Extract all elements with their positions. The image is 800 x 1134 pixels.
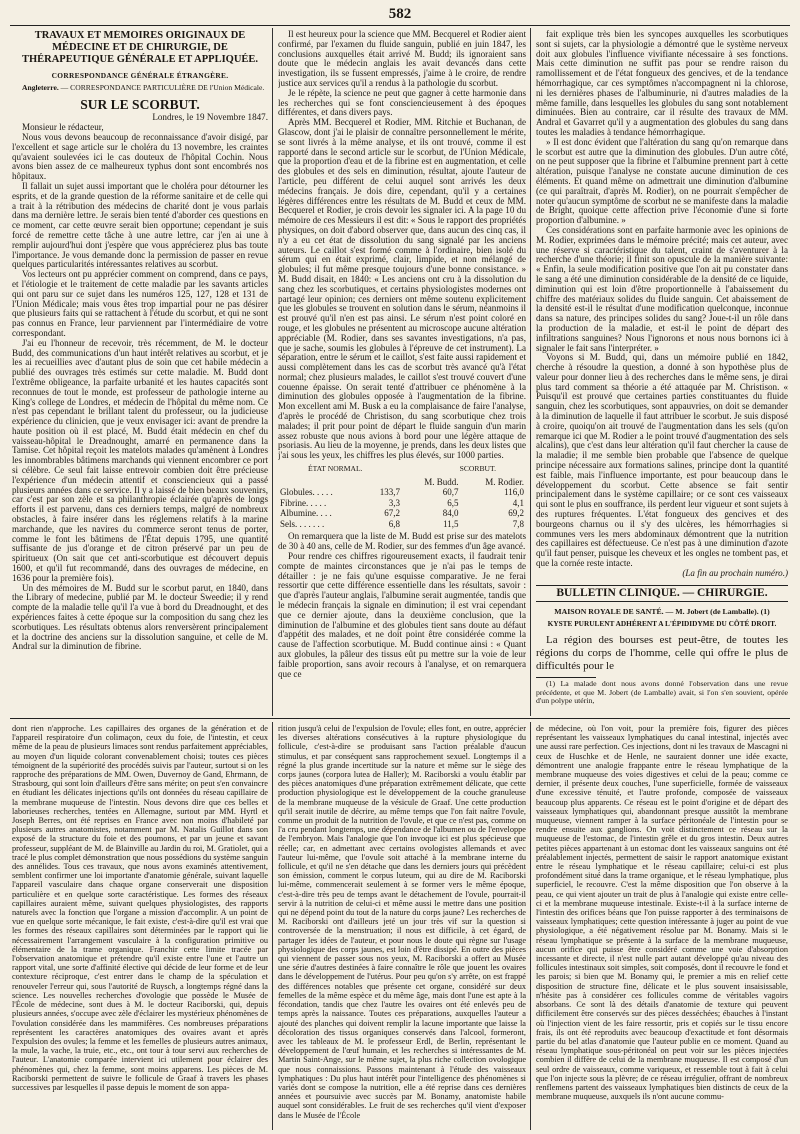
table-cell: 11,5 — [443, 518, 459, 529]
column-1 — [12, 30, 268, 716]
column-divider-1 — [272, 28, 273, 716]
table-cell: 133,7 — [379, 487, 400, 498]
table-cell: 7,8 — [512, 518, 524, 529]
column-divider-3 — [272, 722, 273, 1130]
paragraph: Après MM. Becquerel et Rodier, MM. Ritchie et Buchanan, de Glascow, dont j'ai le plaisir de connaître personnellement le mérite, se sont livrés à la même analyse, et ils ont trouvé, comme il est rapporté dans le second article sur le scorbut, de l'Union Médicale, que la proportion d'eau et de la fibrine est en augmentation, et celle des globules et des sels en diminution, résultat, ajoute l'auteur de l'article, peu différent de celui auquel sont arrivés les deux médecins français. Je dois dire, cependant, qu'il y a certaines légères différences entre les résultats de M. Budd et ceux de MM. Becquerel et Rodier, je crois devoir les signaler ici. A la page 10 du mémoire de ces Messieurs il est dit: « Sous le rapport des propriétés physiques, on doit d'abord observer que, dans aucun des cinq cas, il n'y a eu cet état de dissolution du sang signalé par les anciens auteurs. Le caillot s'est formé comme à l'ordinaire, bien isolé du sérum qui en était exprimé, clair, limpide, et non mélangé de globules; il fut même presque toujours d'une bonne consistance. » M. Budd disait, en 1840: « Les anciens ont cru à la dissolution du sang chez les scorbutiques, et certains physiologistes modernes ont partagé leur opinion; ces derniers ont même soutenu explicitement que les globules se trouvent en solution dans le sérum, néanmoins il est prouvé qu'il n'en est pas ainsi. Le sérum n'est point coloré en rouge, et les globules ne présentent au microscope aucune altération appréciable (M. Rodier, dans ses savantes investigations, n'a pas, que je sache, soumis les globules à l'épreuve de cet instrument). La séparation, entre le sérum et le caillot, s'est faite aussi rapidement et aussi complètement dans les cas de scorbut très avancé qu'à l'état normal; chez plusieurs malades, le caillot s'est trouvé couvert d'une couenne épaisse. On serait tenté d'attribuer ce phénomène à la diminution des globules opposée à l'augmentation de la fibrine. Mon excellent ami M. Busk a eu la complaisance de faire l'analyse, d'après le procédé de Christison, du sang scorbutique chez trois malades; il prit pour point de départ le fluide sanguin d'un marin assez robuste que nous avions à bord pour une légère attaque de psoriasis. Au lieu de la moyenne, je prends, dans les deux listes que j'ai sous les yeux, les chiffres les plus élevés, sur 1000 parties. — [278, 117, 526, 461]
table-cell: 60,7 — [442, 487, 459, 498]
table-subhead-row — [278, 477, 526, 488]
continued-note: (La fin au prochain numéro.) — [682, 567, 788, 578]
table-row — [278, 519, 526, 530]
table-cell: Albumine. . . . — [280, 508, 332, 519]
paragraph: Il fallait un sujet aussi important que le choléra pour détourner les esprits, et de la grande question de la réforme sanitaire et de celle qui a trait à la rétribution des médecins de charité dont je vous parlais dans ma dernière lettre. Je serais bien tenté d'aborder ces questions en ce moment, car cette œuvre serait bien opportune; cependant je suis forcé de remettre cette tâche à une autre lettre, car j'en ai une à remplir aujourd'hui dont j'espère que vous apprécierez plus bas toute l'importance. Je vous demande donc la permission de passer en revue quelques particularités intéressantes relatives au scorbut. — [12, 180, 268, 270]
column-divider-4 — [530, 722, 531, 1130]
paragraph: dont rien n'approche. Les capillaires des organes de la génération et de l'appareil respiratoire d'un colimaçon, ceux du foie, de l'intestin, et ceux même de la peau de plusieurs limaces sont rendus parfaitement appréciables, au moyen d'un liquide colorant convenablement choisi; toutes ces pièces témoignent de la supériorité des procédés suivis par l'auteur, surtout si on les rapproche des préparations de MM. Owen, Duvernoy de Gand, Ehrmann, de Strasbourg, qui sont loin d'ailleurs d'être sans mérite; on peut s'en convaincre en étudiant les délicates injections qu'ils ont données du réseau capillaire de la membrane muqueuse de l'intestin. Nous devons dire que ces belles et laborieuses recherches, tentées en Allemagne, surtout par MM. Hyrtl et Joseph Berres, ont été reprises en France avec non moins d'habileté par plusieurs autres anatomistes, notamment par M. Natalis Guillot dans son exposé de la structure du foie et des poumons, et par un jeune et savant professeur, suppléant de M. de Blainville au Jardin du roi, M. Gratiolet, qui a tracé le plus complet démonstration que nous possédions du système sanguin des annélides. Tous ces travaux, que nous avons examinés attentivement, semblent confirmer une loi importante d'anatomie générale, suivant laquelle l'appareil vasculaire dans chaque organe conserverait une disposition particulière et en quelque sorte caractéristique. Les formes des réseaux capillaires auraient même, suivant quelques physiologistes, des rapports naturels avec la fonction que l'organe a mission d'accomplir. A un point de vue en quelque sorte mécanique, le fait existe, c'est-à-dire qu'il est vrai que les formes des réseaux capillaires sont déterminées par le rapport qui lie nécessairement l'arrangement vasculaire à la configuration primitive ou élémentaire de la trame organique. Franchir cette limite tracée par l'observation anatomique et prétendre qu'il existe entre l'une et l'autre un rapport vital, une sorte d'affinité élective qui décide de leur forme et de leur contexture réciproque, c'est entrer dans le champ de la spéculation et renouveler l'erreur qui, sous l'autorité de Ruysch, a longtemps régné dans la science. Les nouvelles recherches d'ovologie que possède le Musée de l'École de médecine, sont dues à M. le docteur Raciborski, qui, depuis plusieurs années, s'occupe avec zèle d'éclairer les mystérieux phénomènes de l'ovulation considérée dans les mammifères. Ces nombreuses préparations représentent les caractères anatomiques des ovaires avant et après l'expulsion des ovules; la femme et les femelles de plusieurs autres animaux, la mule, la vache, la truie, etc., etc., ont tour à tour servi aux recherches de l'auteur. L'anatomie comparée intervient ici utilement pour éclairer des phénomènes qui, chez la femme, sont moins apparens. Les pièces de M. Raciborski permettent de suivre le follicule de Graaf à travers les phases successives par lesquelles il passe depuis le moment de son appa- — [12, 724, 268, 1092]
paragraph: Ces considérations sont en parfaite harmonie avec les opinions de M. Rodier, exprimées dans le mémoire précité; mais cet auteur, avec une réserve si caractéristique du talent, craint de s'aventurer à la recherche d'une théorie; il finit son opuscule de la manière suivante: « Enfin, la seule modification positive que l'on ait pu constater dans le sang a été une diminution considérable de la densité de ce liquide, diminution qui est loin d'être proportionnelle à l'abaissement du chiffre des matériaux solides du fluide sanguin. Cet abaissement de la densité est-il le résultat d'une modification quelconque, inconnue dans sa nature, des principes solides du sang? Joue-t-il un rôle dans la production de la maladie, et est-il le point de départ des infiltrations sanguines? Nous l'ignorons et nous nous bornons ici à signaler le fait sans l'interpréter. » — [536, 224, 788, 353]
section-title: TRAVAUX ET MÉMOIRES ORIGINAUX DE MÉDECINE ET DE CHIRURGIE, DE THÉRAPEUTIQUE GÉNÉRALE ET APPLIQUÉE. — [21, 30, 259, 65]
table-subhead-rodier: M. Rodier. — [485, 476, 524, 487]
table-row — [278, 508, 526, 519]
correspondence-line — [12, 83, 268, 93]
table-cell: 69,2 — [508, 508, 524, 519]
footnote-rule — [536, 677, 596, 678]
paragraph: On remarquera que la liste de M. Budd est prise sur des matelots de 30 à 40 ans, celle de M. Rodier, sur des femmes d'un âge avancé. — [278, 531, 526, 552]
table-cell: 6,8 — [388, 518, 400, 529]
paragraph: Vos lecteurs ont pu apprécier comment on comprend, dans ce pays, et l'étiologie et le traitement de cette maladie par les savants articles qui ont paru sur ce sujet dans les numéros 125, 127, 128 et 131 de l'Union Médicale; mais vous êtes trop impartial pour ne pas désirer que plusieurs faits qui se rattachent à l'étude du scorbut, et qui ne sont pas connus en France, leur parviennent par l'intermédiaire de votre correspondant. — [12, 269, 268, 338]
table-row — [278, 487, 526, 498]
table-cell: 4,1 — [512, 497, 524, 508]
paragraph: Je le répète, la science ne peut que gagner à cette harmonie dans les recherches qui se font consciencieusement à des époques différentes, et dans divers pays. — [278, 87, 526, 118]
table-row — [278, 498, 526, 509]
paragraph: fait explique très bien les syncopes auxquelles les scorbutiques sont si sujets, car la physiologie a démontré que le système nerveux doit aux globules l'influence vivifiante nécessaire à ses fonctions. Mais cette diminution ne suffit pas pour se rendre raison du ramollissement et de l'état fongueux des gencives, et de la tendance hémorrhagique, car ces symptômes n'accompagnent ni la chlorose, ni les dernières phases de l'albuminurie, ni d'autres maladies de la même famille, dans lesquelles les globules du sang sont notablement diminuées. Bien au contraire, car il résulte des travaux de MM. Andral et Gavarret qu'il y a augmentation des globules du sang dans toutes les maladies à tendance hémorrhagique. — [536, 30, 788, 137]
table-cell: Sels. . . . . . . — [280, 518, 325, 529]
table-head-normal: ÉTAT NORMAL. — [308, 464, 363, 474]
table-cell: Globules. . . . . — [280, 487, 333, 498]
bulletin-title: BULLETIN CLINIQUE. — CHIRURGIE. — [536, 585, 788, 603]
article-title: SUR LE SCORBUT. — [80, 96, 200, 112]
page-number: 582 — [388, 6, 412, 22]
blood-table — [278, 477, 526, 530]
table-head-scorbut: SCORBUT. — [459, 464, 496, 474]
table-cell: 84,0 — [442, 508, 459, 519]
top-rule — [10, 25, 790, 26]
column-3 — [536, 30, 788, 716]
table-cell: 6,5 — [447, 497, 459, 508]
paragraph: rition jusqu'à celui de l'expulsion de l'ovule; elles font, en outre, apprécier les diverses altérations consécutives à la rupture physiologique du follicule, c'est-à-dire se produisant sans l'action préalable d'aucun stimulus, et par conséquent sans rapprochement sexuel. Longtemps il a régné la plus grande incertitude sur la nature et même sur le siège des corps jaunes (corpora lutea de Haller); M. Raciborski a voulu établir par des pièces anatomiques d'une préparation extrêmement délicate, que cette production physiologique est le développement de la couche granuleuse de la membrane muqueuse de la vésicule de Graaf. Une cette production qu'il serait inutile de décrire, au même temps que l'on fait naître l'ovule, comme un produit de la nutrition de l'ovule, et que ce n'est pas, comme on l'a cru pendant longtemps, une dépendance de l'albumen ou de l'enveloppe de l'embryon. Mais l'analogie que l'on invoque ici est plus spécieuse que réelle; car, en admettant avec certains ovologistes allemands et avec l'auteur lui-même, que l'ovule soit attaché à la membrane interne du follicule, et qu'il ne s'en détache que dans les derniers jours qui précèdent son émission, comment le corpus luteum, qui au dire de M. Raciborski lui-même, commencerait seulement à se former vers le même époque, c'est-à-dire très peu de temps avant le détachement de l'ovule, pourrait-il servir à la nutrition de celui-ci et même aussi le mettre dans une position qui ne dépend point du tout de la nature du corps jaune? Les recherches de M. Raciborski ont d'ailleurs jeté un jour très vif sur la question si controversée de la menstruation; il nous est difficile, à cet égard, de partager les idées de l'auteur, et pour nous le doute qui règne sur l'usage physiologique des corps jaunes, est loin d'être dissipé. En outre des pièces qui viennent de passer sous nos yeux, M. Raciborski a offert au Musée une série d'autres destinées à faire connaître le rôle que jouent les ovaires dans le développement de l'utérus. Pour peu qu'on s'y arrête, on est frappé des différences notables que présente cet organe, considéré sur deux femelles de la même espèce et du même âge, mais dont l'une est apte à la fécondation, tandis que chez l'autre les ovaires ont été enlevés peu de temps après la naissance. Toutes ces préparations, auxquelles l'auteur a ajouté des planches qui doivent remplir la lacune importante que laisse la décoloration des tissus organiques conservés dans l'alcool, formeront, avec les tableaux de M. le professeur Erdl, de Berlin, représentant le développement de l'œuf humain, et les recherches si intéressantes de M. Martin Saint-Ange, sur le même sujet, la plus riche collection ovologique que nous connaissions. Passons maintenant à l'étude des vaisseaux lymphatiques : Du plus haut intérêt pour l'intelligence des phénomènes si variés dont se compose la nutrition, elle a été reprise dans ces dernières années et poursuivie avec succès par M. Bonamy, anatomiste habile auquel sont considérables. Le fruit de ses recherches qu'il vient d'exposer dans le Musée de l'École — [278, 724, 526, 1120]
table-heads — [278, 464, 526, 474]
paragraph: Nous vous devons beaucoup de reconnaissance d'avoir disigé, par l'excellent et sage article sur le choléra du 13 novembre, les craintes qu'avaient soulevées ici le cas douteux de l'hôpital Cochin. Nous avons bien assez de ce malheureux typhus dont sont encombrés nos hôpitaux. — [12, 131, 268, 182]
column-divider-2 — [530, 28, 531, 716]
paragraph: Pour rendre ces chiffres rigoureusement exacts, il faudrait tenir compte de maintes circonstances que je n'ai pas le temps de détailler : je ne fais qu'une esquisse comparative. Je ne ferai ressortir que cette différence essentielle dans les résultats, savoir : que d'après l'auteur anglais, l'albumine serait augmentée, tandis que le médecin français la signale en diminution; il est vrai cependant que ce dernier ajoute, dans la deuxième conclusion, que la diminution de l'albumine et des globules tient sans doute au défaut d'appétit des malades, et ne doit point être considérée comme la cause de l'affection scorbutique. M. Budd continue ainsi : « Quant aux globules, la pâleur des tissus eût pu mettre sur la voie de leur faible proportion, sans avoir recours à l'analyse, et on remarquera que ce — [278, 550, 526, 679]
bottom-column-2 — [278, 724, 526, 1128]
paragraph: J'ai eu l'honneur de recevoir, très récemment, de M. le docteur Budd, des communications d'un haut intérêt relatives au scorbut, et je les ai recueillies avec d'autant plus de soin que cet habile médecin a publié des ouvrages très estimés sur cette maladie. M. Budd dont l'extrême obligeance, la parfaite urbanité et les hautes capacités sont reconnues de tout le monde, est professeur de pathologie interne au King's college de Londres, et médecin de l'hôpital du même nom. Ce n'est pas cependant le brillant talent du professeur, ou la judicieuse expérience du clinicien, que je veux envisager ici: avant de prendre la haute position où il est placé, M. Budd était médecin en chef du vaisseau-hôpital le Dreadnought, amarré en permanence dans la Tamise. Cet hôpital reçoit les matelots malades qu'amènent à Londres les innombrables bâtimens marchands qui viennent encombrer ce port si célèbre. Ce seul fait laisse entrevoir combien doit être précieuse l'expérience d'un médecin attentif et consciencieux qui a passé plusieurs années dans ce service. Il y a laissé de bien beaux souvenirs, car c'est par son zèle et sa philanthropie éclairée qu'après de longs efforts il est parvenu, dans ces derniers temps, malgré de nombreux obstacles, à faire insérer dans les réglemens relatifs à la marine marchande, que les navires du commerce seront tenus de porter, comme le font les bâtimens de l'État depuis 1795, une quantité suffisante de jus d'orange et de citron préservé par un peu de spiritueux (On sait que cet anti-scorbutique est découvert depuis 1600, et qu'il fut recommandé, dans des ouvrages de médecine, en 1636 pour la première fois). — [12, 337, 268, 583]
paragraph: Voyons si M. Budd, qui, dans un mémoire publié en 1842, cherche à résoudre la question, a donné à son hypothèse plus de valeur pour donner lieu à des recherches dans le même sens, je dirai plus tard comment sa théorie a été attaquée par M. Christison. « Puisqu'il est prouvé que certaines parties constituantes du fluide sanguin, chez les scorbutiques, sont appauvries, on doit se demander à la diminution de laquelle il faut attribuer le scorbut. Je suis disposé à croire, quoiqu'on ait trouvé de l'augmentation dans les sels (qu'on remarque ici que M. Rodier a le point trouvé d'augmentation des sels alcalins), que c'est dans leur altération qu'il faut chercher la cause de la maladie; il me semble bien probable que l'absence de quelque principe nécessaire aux formations salines, principe dont la quantité est faible, mais l'influence importante, est pour beaucoup dans le développement du scorbut. Cette absence se fait sentir principalement dans le système capillaire; or ce sont ces vaisseaux qui sont le plus en souffrance, ils perdent leur vigueur et sont sujets à des ruptures fréquentes. L'état fongueux des gencives et des bourgeons charnus ou il s'y des ulcères, les hémorrhagies si communes vers les mers abdominaux démontrent que la nutrition des capillaires est défectueuse. Ce n'est pas à une diminution d'azote qu'il faut penser, puisque les cheveux et les ongles ne tombent pas, et que la cornée reste intacte. — [536, 352, 788, 569]
table-cell: 116,0 — [504, 487, 524, 498]
bottom-column-3 — [536, 724, 788, 1128]
bulletin-subtitle: MAISON ROYALE DE SANTÉ. — M. Jobert (de Lamballe). (1) — [554, 607, 770, 617]
bottom-column-1 — [12, 724, 268, 1128]
dateline: Londres, le 19 Novembre 1847. — [152, 112, 268, 123]
paragraph: de médecine, où l'on voit, pour la première fois, figurer des pièces représentant les vaisseaux lymphatiques du canal intestinal, injectés avec une aussi rare perfection. Ces injections, dont ni les travaux de Mascagni ni ceux de Huschke et de Henle, ne sauraient donner une idée exacte, démontrent une analogie frappante entre le réseau lymphatique de la membrane muqueuse des voies digestives et celui de la peau; comme ce dernier, il présente deux couches, l'une superficielle, formée de vaisseaux d'une excessive ténuité, et l'autre profonde, composée de vaisseaux beaucoup plus apparents. Ce réseau est le point d'origine et de départ des vaisseaux lymphatiques qui, abandonnant presque aussitôt la membrane muqueuse, viennent ramper à la surface péritonéale de l'intestin pour se rendre ensuite aux ganglions. On voit distinctement ce réseau sur la muqueuse de l'estomac, de l'intestin grêle et du gros intestin. Deux autres petites pièces appartenant à un estomac dont les vaisseaux sanguins ont été préalablement injectés, permettent de saisir le rapport anatomique existant entre le réseau lymphatique et le réseau capillaire; celui-ci est plus profondément situé dans la trame organique, et le réseau lymphatique, plus superficiel, le recouvre. C'est la même disposition que l'on observe à la peau, ce qui vient ajouter un trait de plus à l'analogie qui existe entre celle-ci et la membrane muqueuse intestinale. Existe-t-il à la surface interne de l'intestin des orifices béans que l'on puisse rapporter à des terminaisons de vaisseaux lymphatiques; cette question intéressante à juger au point de vue physiologique, a été négativement résolue par M. Bonamy. Mais si le réseau lymphatique se présente à la surface de la membrane muqueuse, aucun orifice qui puisse être considéré comme une voie d'absorption incessante et directe, il n'est nulle part autant développé qu'au niveau des follicules intestinaux soit simples, soit composés, dont il recouvre le fond et les parois; si bien que M. Bonamy qui, le premier a mis en relief cette disposition de structure fine, délicate et le plus souvent insaisissable, n'hésite pas à considérer ces follicules comme de véritables vagoirs absorbans. Ce sont là des détails d'anatomie de texture qui peuvent difficilement être conservés sur des pièces desséchées; ébauches à l'instant où l'injection vient de les faire ressortir, pris et copiés sur le tissu encore frais, ils ont été reproduits avec beaucoup d'exactitude et font désormais partie du bel atlas d'anatomie que l'auteur publie en ce moment. Quand au réseau lymphatique sous-péritonéal on peut voir sur les pièces injectées combien il diffère de celui de la membrane muqueuse. Il est composé d'un seul ordre de vaisseaux, comme variqueux, et ressemble tout à fait à celui que l'on injecte sous la plèvre; de ce réseau irrégulier, offrant de nombreux renflemens partent des vaisseaux lymphatiques bien distincts de ceux de la membrane muqueuse, auxquels ils n'ont aucune commu- — [536, 724, 788, 1102]
table-subhead-budd: M. Budd. — [424, 476, 459, 487]
footnote: (1) La malade dont nous avons donné l'observation dans une revue précédente, et que M. Jobert (de Lamballe) avait, si l'on s'en souvient, opérée d'un polype utérin, — [536, 679, 788, 706]
salutation: Monsieur le rédacteur, — [22, 122, 104, 133]
mid-rule — [10, 718, 790, 719]
bulletin-case-title: KYSTE PURULENT ADHÉRENT A L'ÉPIDIDYME DU CÔTÉ DROIT. — [547, 619, 777, 629]
paragraph: Un des mémoires de M. Budd sur le scorbut parut, en 1840, dans the Library of medecine, publié par M. le docteur Sweedie; il y rend compte de la maladie telle qu'il l'a vue à bord du Dreadnought, et des expériences faites à cette époque sur la composition du sang chez les scorbutiques. Les résultats obtenus alors renversèrent principalement et la doctrine des anciens sur la dissolution sanguine, et celle de M. Andral sur la diminution de fibrine. — [12, 582, 268, 652]
corr-country: Angleterre. — [22, 82, 59, 92]
paragraph: Il est heureux pour la science que MM. Becquerel et Rodier aient confirmé, par l'examen du fluide sanguin, publié en juin 1847, les conclusions auxquelles était arrivé M. Budd; ils ignoraient sans doute que le médecin anglais les avait devancés dans cette investigation, ils se fussent empressés, j'aime à le croire, de rendre justice aux services qu'il a rendus à la pathologie du scorbut. — [278, 30, 526, 88]
bulletin-lead: La région des bourses est peut-être, de toutes les régions du corps de l'homme, celle qui offre le plus de difficultés pour le — [536, 634, 788, 673]
table-cell: 67,2 — [384, 508, 400, 519]
table-cell: 3,3 — [388, 497, 400, 508]
paragraph: » Il est donc évident que l'altération du sang qu'on remarque dans le scorbut est autre que la diminution des globules. D'un autre côté, on ne peut supposer que la fibrine et l'albumine prennent part à cette altération, puisque l'analyse ne constate aucune diminution de ces éléments. Et quand même on admettrait une diminution d'albumine (ce qui paraîtrait, d'après M. Rodier), on ne pourrait s'empêcher de noter qu'aucun symptôme de scorbut ne se manifeste dans la maladie de Bright, quoique cette affection prive l'économie d'une si forte proportion d'albumine. » — [536, 136, 788, 226]
column-2 — [278, 30, 526, 716]
correspondence-heading: CORRESPONDANCE GÉNÉRALE ÉTRANGÈRE. — [51, 71, 229, 80]
corr-rest: — CORRESPONDANCE PARTICULIÈRE DE l'Union Médicale. — [60, 82, 265, 92]
table-cell: Fibrine. . . . . — [280, 497, 327, 508]
